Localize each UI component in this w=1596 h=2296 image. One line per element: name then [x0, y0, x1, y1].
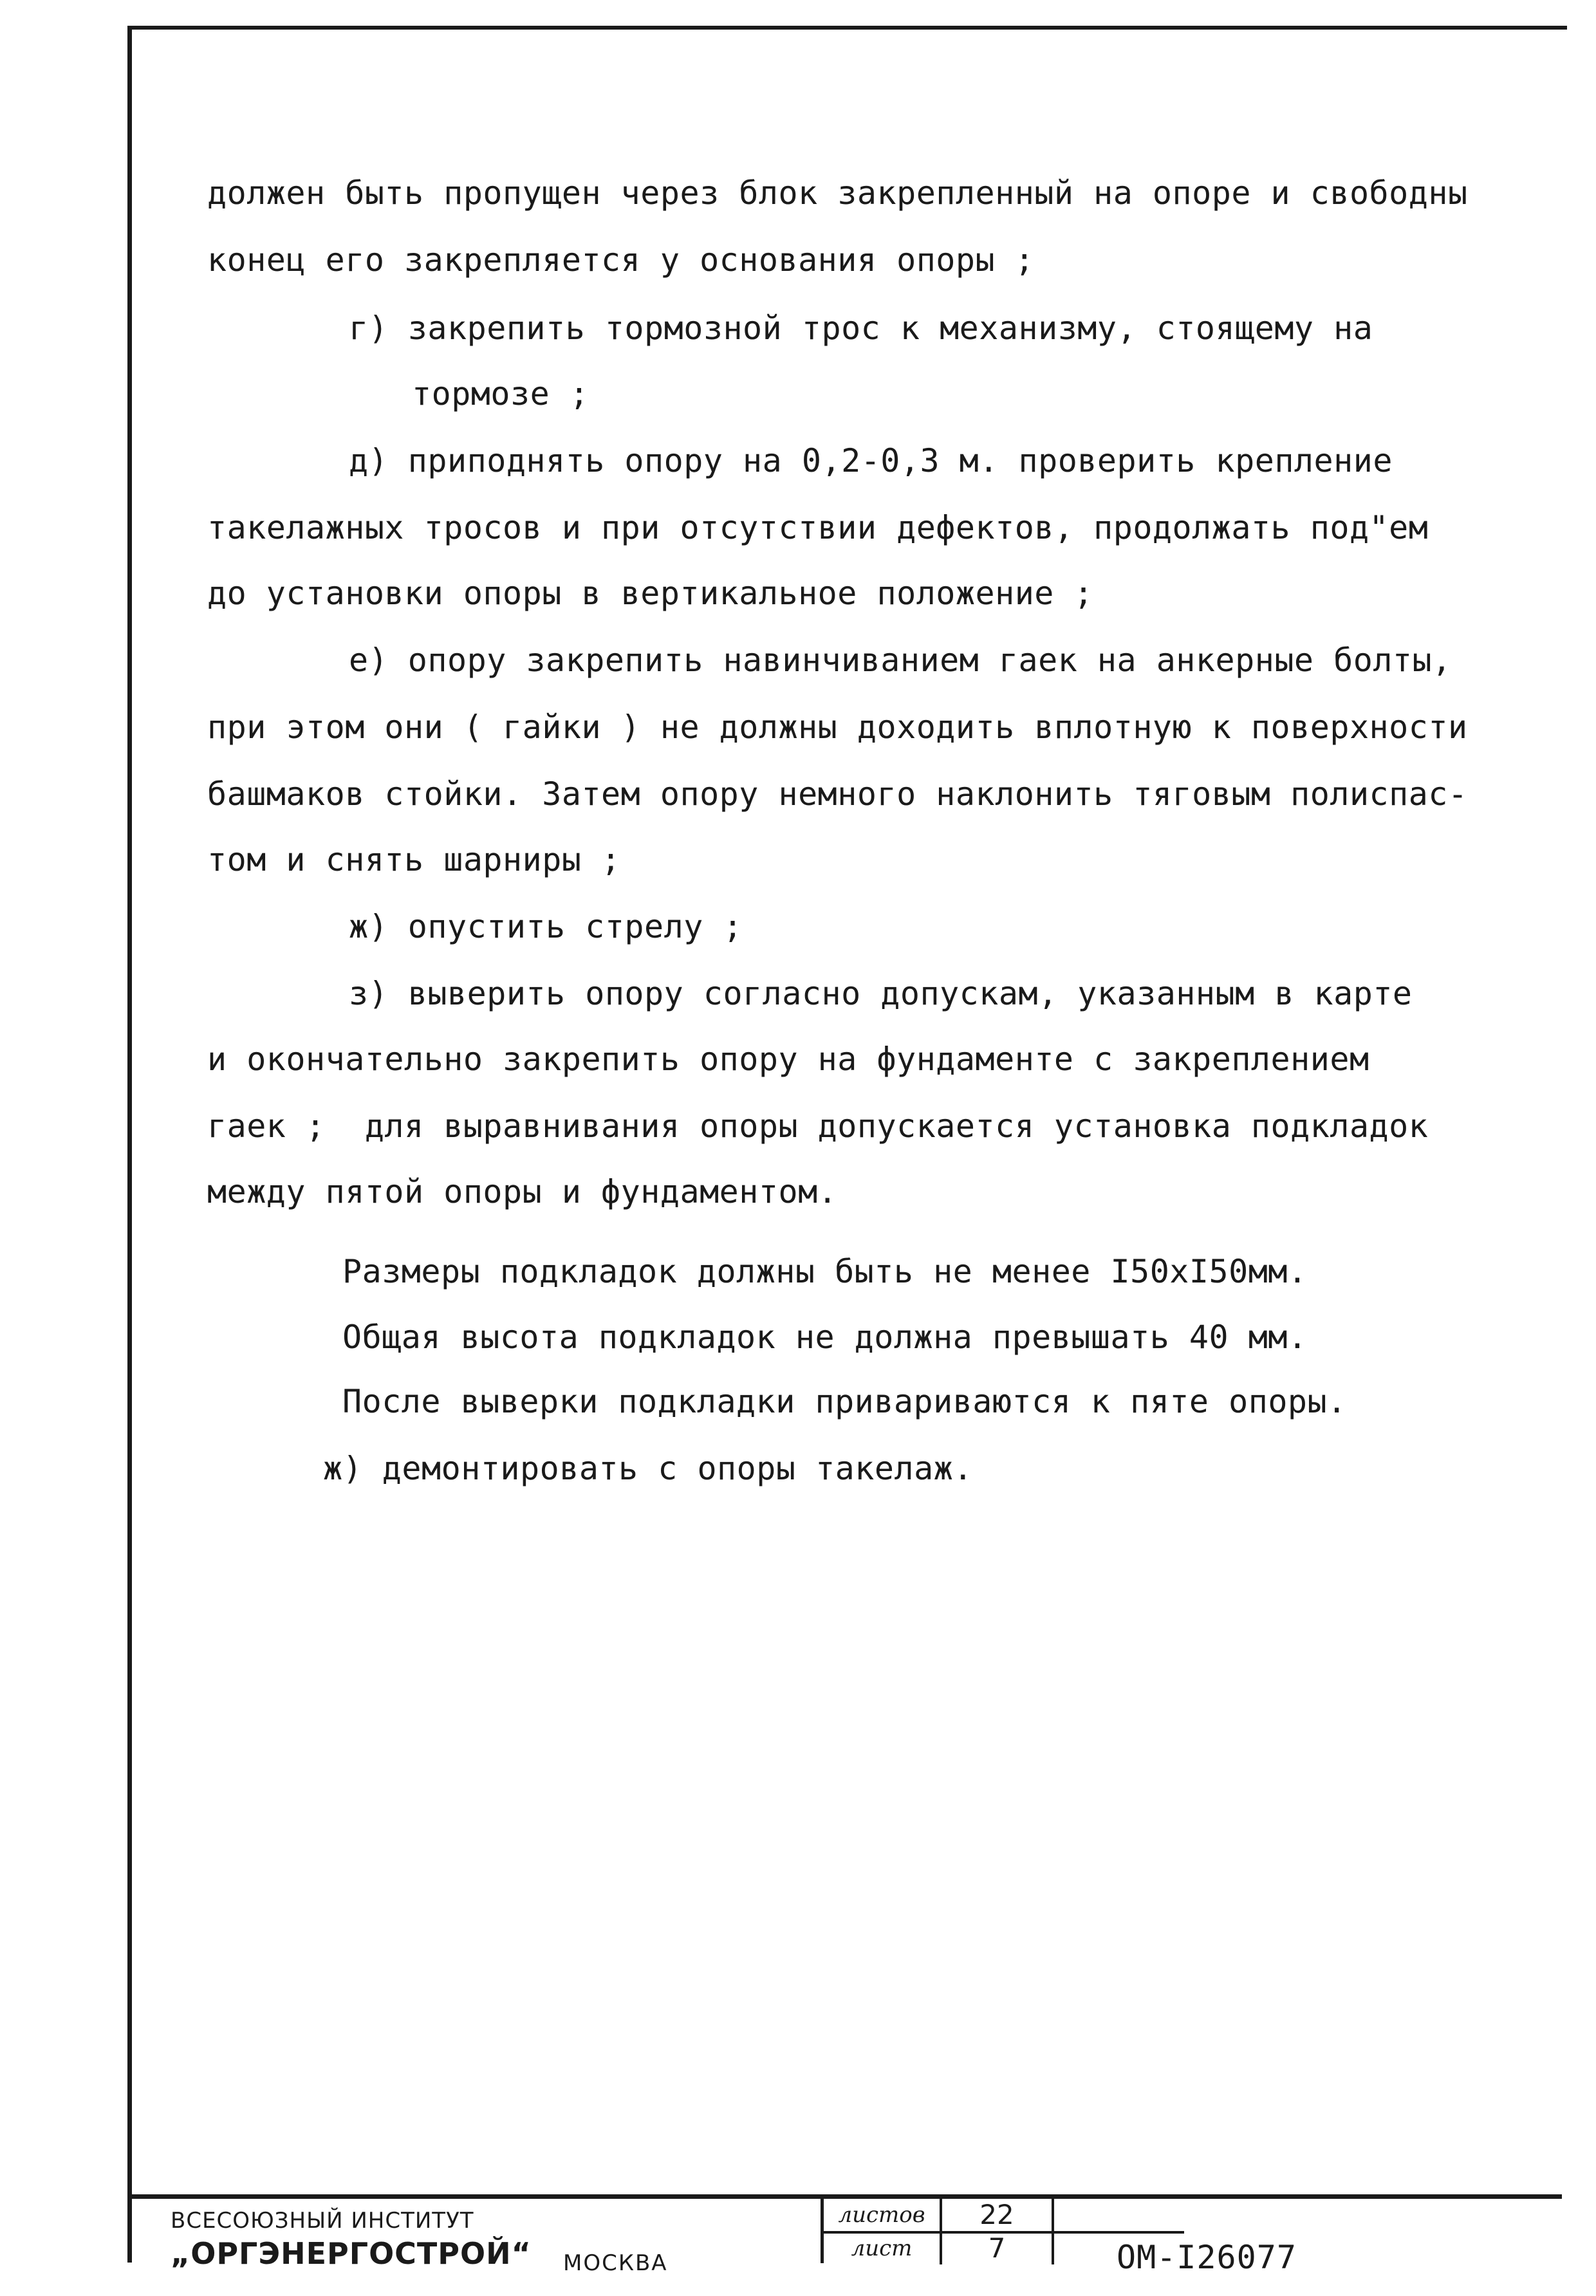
body-line: том и снять шарниры ;: [207, 841, 621, 878]
body-line: такелажных тросов и при отсутствии дефектов, продолжать под"ем: [207, 509, 1429, 546]
sheets-total-value: 22: [942, 2199, 1054, 2231]
sheets-total-label: листов: [824, 2199, 942, 2231]
institute-name: „ОРГЭНЕРГОСТРОЙ“: [171, 2236, 532, 2271]
body-line: при этом они ( гайки ) не должны доходить вплотную к поверхности: [207, 708, 1468, 746]
body-line: тормозе ;: [412, 375, 589, 412]
body-line: должен быть пропущен через блок закрепленный на опоре и свободны: [207, 174, 1468, 212]
body-line: е) опору закрепить навинчиванием гаек на анкерные болты,: [349, 642, 1452, 679]
body-line: конец его закрепляется у основания опоры ;: [207, 241, 1035, 279]
body-line: з) выверить опору согласно допускам, указанным в карте: [349, 975, 1413, 1012]
sheet-number-label: лист: [824, 2232, 942, 2264]
document-number: ОМ-I26077: [1117, 2239, 1297, 2276]
body-line: ж) опустить стрелу ;: [349, 908, 743, 945]
body-line: После выверки подкладки привариваются к пяте опоры.: [342, 1383, 1347, 1420]
body-line: башмаков стойки. Затем опору немного наклонить тяговым полиспас-: [207, 775, 1468, 813]
sheets-total-row: [824, 2199, 1184, 2234]
body-line: и окончательно закрепить опору на фундаменте с закреплением: [207, 1041, 1369, 1078]
body-line: до установки опоры в вертикальное положение ;: [207, 575, 1094, 612]
sheet-number-value: 7: [942, 2232, 1054, 2264]
body-line: ж) демонтировать с опоры такелаж.: [323, 1450, 973, 1487]
institute-label: ВСЕСОЮЗНЫЙ ИНСТИТУТ: [171, 2208, 474, 2234]
body-line: д) приподнять опору на 0,2-0,3 м. проверить крепление: [349, 442, 1393, 479]
title-block: [132, 2194, 1562, 2295]
body-line: Размеры подкладок должны быть не менее I50xI50мм.: [342, 1253, 1308, 1290]
body-line: гаек ; для выравнивания опоры допускается установка подкладок: [207, 1107, 1429, 1145]
body-line: г) закрепить тормозной трос к механизму, стоящему на: [349, 310, 1373, 347]
body-line: между пятой опоры и фундаментом.: [207, 1173, 838, 1210]
body-line: Общая высота подкладок не должна превышать 40 мм.: [342, 1319, 1308, 1356]
city-label: МОСКВА: [563, 2250, 668, 2276]
